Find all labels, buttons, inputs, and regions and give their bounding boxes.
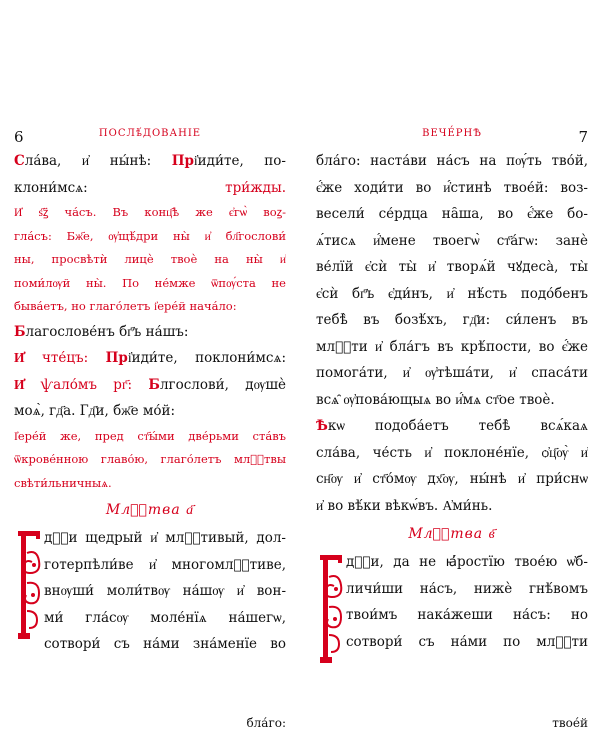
line-text: бла́го: наста́ви на́съ на пѹ́ть тво́й, bbox=[316, 153, 588, 169]
prayer-text bbox=[44, 525, 286, 658]
rubric-text: три́жды. bbox=[225, 179, 286, 196]
rubric-text: ѿкрове́нною главо́ю, глаго́летъ млⷭ҇твы bbox=[14, 452, 286, 466]
prayer-heading: Млⷭ҇тва а҃ bbox=[105, 502, 195, 518]
text-line bbox=[316, 175, 588, 202]
prayer-line: дⷭ҇и щедрый и҆ млⷭ҇тивый, дол- bbox=[44, 530, 286, 546]
text-line bbox=[316, 148, 588, 175]
text-line bbox=[316, 281, 588, 308]
rubric-text: свѣти́льничныѧ. bbox=[14, 475, 112, 490]
text-line bbox=[14, 175, 286, 202]
line-text: ѧ́тисѧ и҆́мене твоегѡ̀ ст҃а́гѡ: занѐ bbox=[316, 232, 588, 249]
text-line bbox=[316, 254, 588, 281]
left-body-text bbox=[14, 148, 286, 658]
line-text: ве́лїй є҆сѝ ты̀ и҆ творѧ́й чꙋдеса̀, ты̀ bbox=[316, 259, 588, 275]
text-line bbox=[14, 472, 286, 496]
text-line bbox=[316, 201, 588, 228]
prayer-paragraph bbox=[316, 549, 588, 673]
initial-letter: И҆ bbox=[14, 376, 25, 393]
line-text: сла́ва, че́сть и҆ поклоне́нїе, ѻ҆ц҃ѹ̀ и҆ bbox=[316, 444, 588, 461]
running-head: ВЕЧЕ́РНѢ bbox=[422, 128, 482, 139]
line-text: і҆иди́те, по- bbox=[193, 153, 286, 169]
line-text: кѡ подоба́етъ тебѣ̀ всѧ́каѧ bbox=[327, 418, 588, 434]
text-line bbox=[14, 448, 286, 472]
line-text: є҆́же ходи́ти во и҆́стинѣ твое́й: воз- bbox=[316, 179, 588, 196]
prayer-line: сотвори́ съ на́ми по млⷭ҇ти bbox=[346, 633, 588, 650]
prayer-line: сотвори́ съ на́ми зна́менїе во bbox=[44, 636, 286, 652]
line-text: ла́ва, и҆ ны́нѣ: bbox=[24, 153, 172, 169]
text-line bbox=[14, 319, 286, 346]
line-text: помога́ти, и҆ ѹ҆тѣша́ти, и҆ спаса́ти bbox=[316, 365, 588, 381]
ornate-initial-g-icon bbox=[316, 549, 346, 669]
drop-cap-initial bbox=[14, 525, 44, 649]
text-line bbox=[14, 398, 286, 425]
prayer-line: дⷭ҇и, да не ꙗ҆́ростїю твое́ю ѡ҆б- bbox=[346, 554, 588, 570]
text-line bbox=[316, 466, 588, 493]
line-text: клони́мсѧ: bbox=[14, 179, 226, 196]
rubric-text: поми́лѹй ны̀. По не́мже ѿпѹ́ста не bbox=[14, 275, 286, 290]
line-text: сн҃ѹ и҆ ст҃о́мѹ дх҃ѹ, ны́нѣ и҆ при́снѡ bbox=[316, 471, 588, 487]
text-line bbox=[316, 307, 588, 334]
line-text: и҆ во вѣ́ки вѣкѡ́въ. А҆ми́нь. bbox=[316, 497, 493, 514]
text-line bbox=[316, 387, 588, 414]
prayer-line: твои́мъ нака́жеши на́съ: но bbox=[346, 607, 588, 623]
prayer-line: личи́ши на́съ, нижѐ гнѣ́вомъ bbox=[346, 580, 588, 597]
line-text: весели́ се́рдца на̑ша, во є҆́же бо- bbox=[316, 206, 588, 222]
ornate-initial-g-icon bbox=[14, 525, 44, 645]
prayer-heading: Млⷭ҇тва в҃ bbox=[408, 526, 496, 542]
rubric-text: быва́етъ, но глаго́летъ і҆ере́й нача́ло: bbox=[14, 299, 237, 313]
line-text: млⷭ҇ти и҆ бла́гъ въ крѣ́пости, во є҆́же bbox=[316, 338, 588, 355]
line-text: лгослови́, дѹшѐ bbox=[159, 376, 286, 393]
initial-letter: С bbox=[14, 153, 25, 169]
prayer-line: готерпѣли́ве и҆ многомлⷭ҇тиве, bbox=[44, 556, 286, 573]
text-line bbox=[316, 360, 588, 387]
page-number: 6 bbox=[14, 128, 24, 146]
rubric-text: ѱало́мъ рг҃: bbox=[24, 376, 149, 393]
initial-letter: Пр bbox=[105, 350, 128, 366]
prayer-paragraph bbox=[14, 525, 286, 658]
running-head: ПОСЛѣ́ДОВАНІЕ bbox=[98, 128, 202, 139]
line-text: лагослове́нъ бг҃ъ на́шъ: bbox=[25, 323, 189, 340]
line-text: моѧ̀, гд҃а. Гд҃и, бж҃е мо́й: bbox=[14, 403, 176, 419]
text-line bbox=[14, 425, 286, 449]
catchword: бла́го: bbox=[246, 716, 286, 730]
initial-letter: Б bbox=[148, 376, 160, 393]
rubric-text: чте́цъ: bbox=[24, 350, 106, 366]
right-body-text bbox=[316, 148, 588, 673]
text-line bbox=[316, 228, 588, 255]
catchword: твое́й bbox=[552, 716, 588, 730]
line-text: всѧ̑ ѹ҆пова́ющыѧ во и҆́мѧ ст҃ое твоѐ. bbox=[316, 391, 555, 408]
text-line bbox=[14, 225, 286, 249]
line-text: тебѣ̀ въ бозѣ́хъ, гд҃и: си́ленъ въ bbox=[316, 312, 588, 328]
rubric-text: І҆ере́й же, пред ст҃ы́ми две́рьми ста́въ bbox=[14, 428, 286, 443]
text-line bbox=[316, 334, 588, 361]
drop-cap-initial bbox=[316, 549, 346, 673]
text-line bbox=[14, 295, 286, 319]
page-number: 7 bbox=[578, 128, 588, 146]
text-line bbox=[316, 413, 588, 440]
text-line bbox=[14, 272, 286, 296]
initial-letter: Б bbox=[14, 323, 26, 340]
text-line bbox=[14, 201, 286, 225]
text-line bbox=[316, 493, 588, 520]
line-text: є҆сѝ бг҃ъ є҆ди́нъ, и҆ нѣ́сть подо́бенъ bbox=[316, 285, 588, 302]
text-line bbox=[14, 345, 286, 372]
text-line bbox=[14, 148, 286, 175]
initial-letter: Пр bbox=[171, 153, 194, 169]
rubric-text: ны, просвѣтѝ лицѐ твоѐ на ны̀ и҆ bbox=[14, 252, 286, 266]
prayer-line: внѹши́ моли́твѹ на́шѹ и҆ вон- bbox=[44, 583, 286, 599]
rubric-text: гла́съ: Бж҃е, ѹ҆щѣ́дри ны̀ и҆ бл҃гослови́ bbox=[14, 228, 286, 243]
text-line bbox=[316, 440, 588, 467]
prayer-line: ми́ гла́сѹ моле́нїѧ на́шегѡ, bbox=[44, 609, 286, 626]
text-line bbox=[14, 372, 286, 399]
text-line bbox=[14, 248, 286, 272]
initial-letter: И҆ bbox=[14, 350, 25, 366]
initial-letter: Ѣ bbox=[316, 418, 328, 434]
prayer-text bbox=[346, 549, 588, 655]
rubric-text: И҆ ѕ҃ꙁ҃ ча́съ. Въ конц҄ѣ же є҆гѡ̀ воꙁ- bbox=[14, 205, 286, 219]
line-text: і҆иди́те, поклони́мсѧ: bbox=[127, 350, 286, 366]
